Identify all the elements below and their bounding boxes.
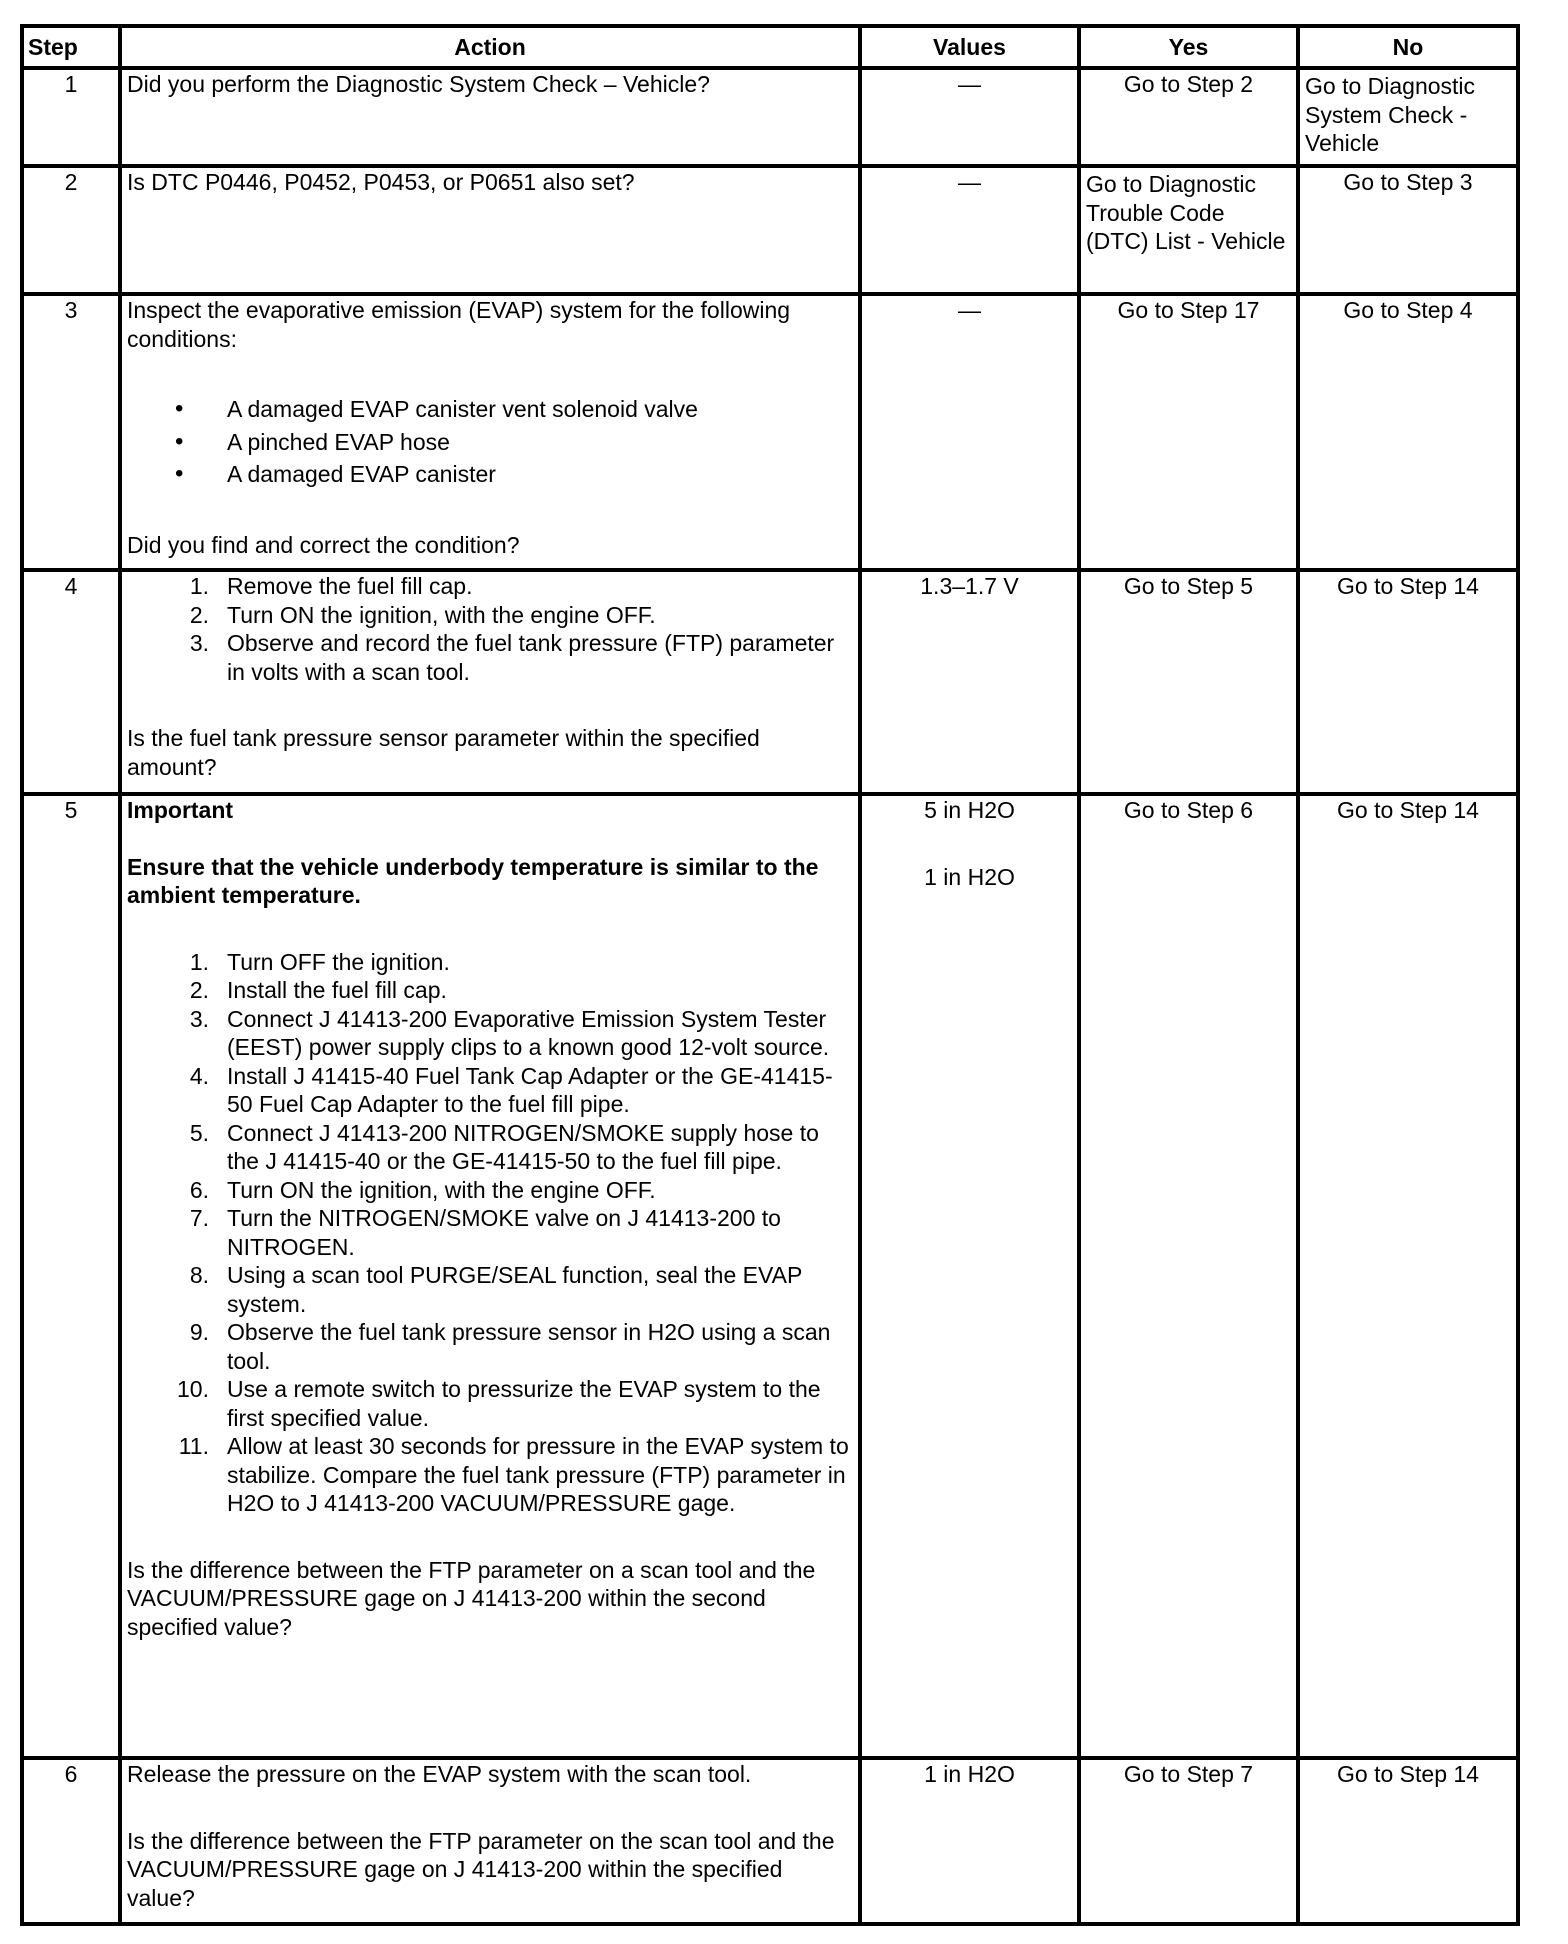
procedure-list	[127, 948, 853, 1518]
yes-cell: Go to Step 6	[1079, 794, 1298, 1758]
table-row	[22, 570, 1518, 794]
yes-cell: Go to Step 7	[1079, 1758, 1298, 1924]
list-item: 7. Turn the NITROGEN/SMOKE valve on J 41413-200 to NITROGEN.	[189, 1205, 781, 1260]
list-item: • A damaged EVAP canister vent solenoid valve	[175, 395, 853, 424]
list-item: • A pinched EVAP hose	[175, 428, 853, 457]
list-item: 1. Remove the fuel fill cap.	[189, 573, 473, 599]
list-item: 6. Turn ON the ignition, with the engine OFF.	[189, 1176, 656, 1203]
table-row	[22, 68, 1518, 166]
values-cell: —	[860, 68, 1079, 166]
list-item: 3. Connect J 41413-200 Evaporative Emission System Tester (EEST) power supply clips to a known good 12-volt source.	[189, 1005, 830, 1060]
step-number: 4	[22, 570, 120, 794]
list-item: 5. Connect J 41413-200 NITROGEN/SMOKE supply hose to the J 41415-40 or the GE-41415-50 to the fuel fill pipe.	[189, 1119, 819, 1174]
action-intro: Inspect the evaporative emission (EVAP) system for the following conditions:	[127, 297, 791, 352]
list-item: 10. Use a remote switch to pressurize the EVAP system to the first specified value.	[177, 1376, 821, 1431]
list-item: • A damaged EVAP canister	[175, 460, 853, 489]
action-question: Did you perform the Diagnostic System Check – Vehicle?	[127, 71, 710, 97]
action-question: Is DTC P0446, P0452, P0453, or P0651 also set?	[127, 169, 635, 195]
procedure-list	[127, 572, 853, 686]
action-cell	[120, 1758, 860, 1924]
first-specified-value: 5 in H2O	[924, 797, 1015, 823]
no-cell: Go to Step 14	[1298, 570, 1518, 794]
diagnostic-steps-table	[20, 24, 1520, 1926]
list-item: 1. Turn OFF the ignition.	[189, 948, 450, 975]
list-item: 4. Install J 41415-40 Fuel Tank Cap Adapter or the GE-41415-50 Fuel Cap Adapter to the fuel fill pipe.	[189, 1062, 833, 1117]
yes-cell: Go to Step 5	[1079, 570, 1298, 794]
table-header-row	[22, 26, 1518, 68]
values-cell: —	[860, 166, 1079, 294]
action-question: Is the fuel tank pressure sensor parameter within the specified amount?	[127, 725, 760, 780]
table-row	[22, 294, 1518, 570]
action-question: Is the difference between the FTP parameter on a scan tool and the VACUUM/PRESSURE gage on J 41413-200 within the second specified value?	[127, 1556, 816, 1640]
header-values: Values	[860, 26, 1079, 68]
diagnostic-document	[20, 24, 1520, 1926]
no-cell: Go to Step 4	[1298, 294, 1518, 570]
values-cell	[860, 794, 1079, 1758]
no-cell: Go to Step 3	[1298, 166, 1518, 294]
yes-cell: Go to Step 17	[1079, 294, 1298, 570]
step-number: 2	[22, 166, 120, 294]
second-specified-value: 1 in H2O	[924, 863, 1015, 890]
action-question: Did you find and correct the condition?	[127, 531, 520, 558]
list-item: 3. Observe and record the fuel tank pressure (FTP) parameter in volts with a scan tool.	[189, 630, 835, 685]
action-intro: Release the pressure on the EVAP system with the scan tool.	[127, 1761, 752, 1787]
important-text: Ensure that the vehicle underbody temperature is similar to the ambient temperature.	[127, 853, 819, 908]
values-cell: 1.3–1.7 V	[860, 570, 1079, 794]
header-yes: Yes	[1079, 26, 1298, 68]
values-cell: —	[860, 294, 1079, 570]
no-cell: Go to Step 14	[1298, 794, 1518, 1758]
table-row	[22, 794, 1518, 1758]
list-item: 9. Observe the fuel tank pressure sensor in H2O using a scan tool.	[189, 1319, 831, 1374]
step-number: 6	[22, 1758, 120, 1924]
action-cell	[120, 570, 860, 794]
list-item: 11. Allow at least 30 seconds for pressure in the EVAP system to stabilize. Compare the fuel tank pressure (FTP) parameter in H2O to J 41413-200 VACUUM/PRESSURE gage.	[178, 1433, 849, 1516]
table-row	[22, 1758, 1518, 1924]
header-step: Step	[22, 26, 120, 68]
table-row	[22, 166, 1518, 294]
yes-cell: Go to Diagnostic Trouble Code (DTC) List - Vehicle	[1079, 166, 1298, 294]
values-cell: 1 in H2O	[860, 1758, 1079, 1924]
step-number: 1	[22, 68, 120, 166]
no-cell: Go to Step 14	[1298, 1758, 1518, 1924]
header-action: Action	[120, 26, 860, 68]
step-number: 3	[22, 294, 120, 570]
action-cell	[120, 166, 860, 294]
action-cell	[120, 794, 860, 1758]
action-cell	[120, 294, 860, 570]
list-item: 2. Turn ON the ignition, with the engine OFF.	[189, 601, 656, 628]
condition-list	[127, 395, 853, 489]
header-no: No	[1298, 26, 1518, 68]
action-cell	[120, 68, 860, 166]
step-number: 5	[22, 794, 120, 1758]
important-label: Important	[127, 797, 234, 823]
yes-cell: Go to Step 2	[1079, 68, 1298, 166]
action-question: Is the difference between the FTP parameter on the scan tool and the VACUUM/PRESSURE gage on J 41413-200 within the specified value?	[127, 1827, 835, 1911]
list-item: 2. Install the fuel fill cap.	[189, 977, 447, 1003]
no-cell: Go to Diagnostic System Check - Vehicle	[1298, 68, 1518, 166]
list-item: 8. Using a scan tool PURGE/SEAL function, seal the EVAP system.	[189, 1262, 802, 1317]
